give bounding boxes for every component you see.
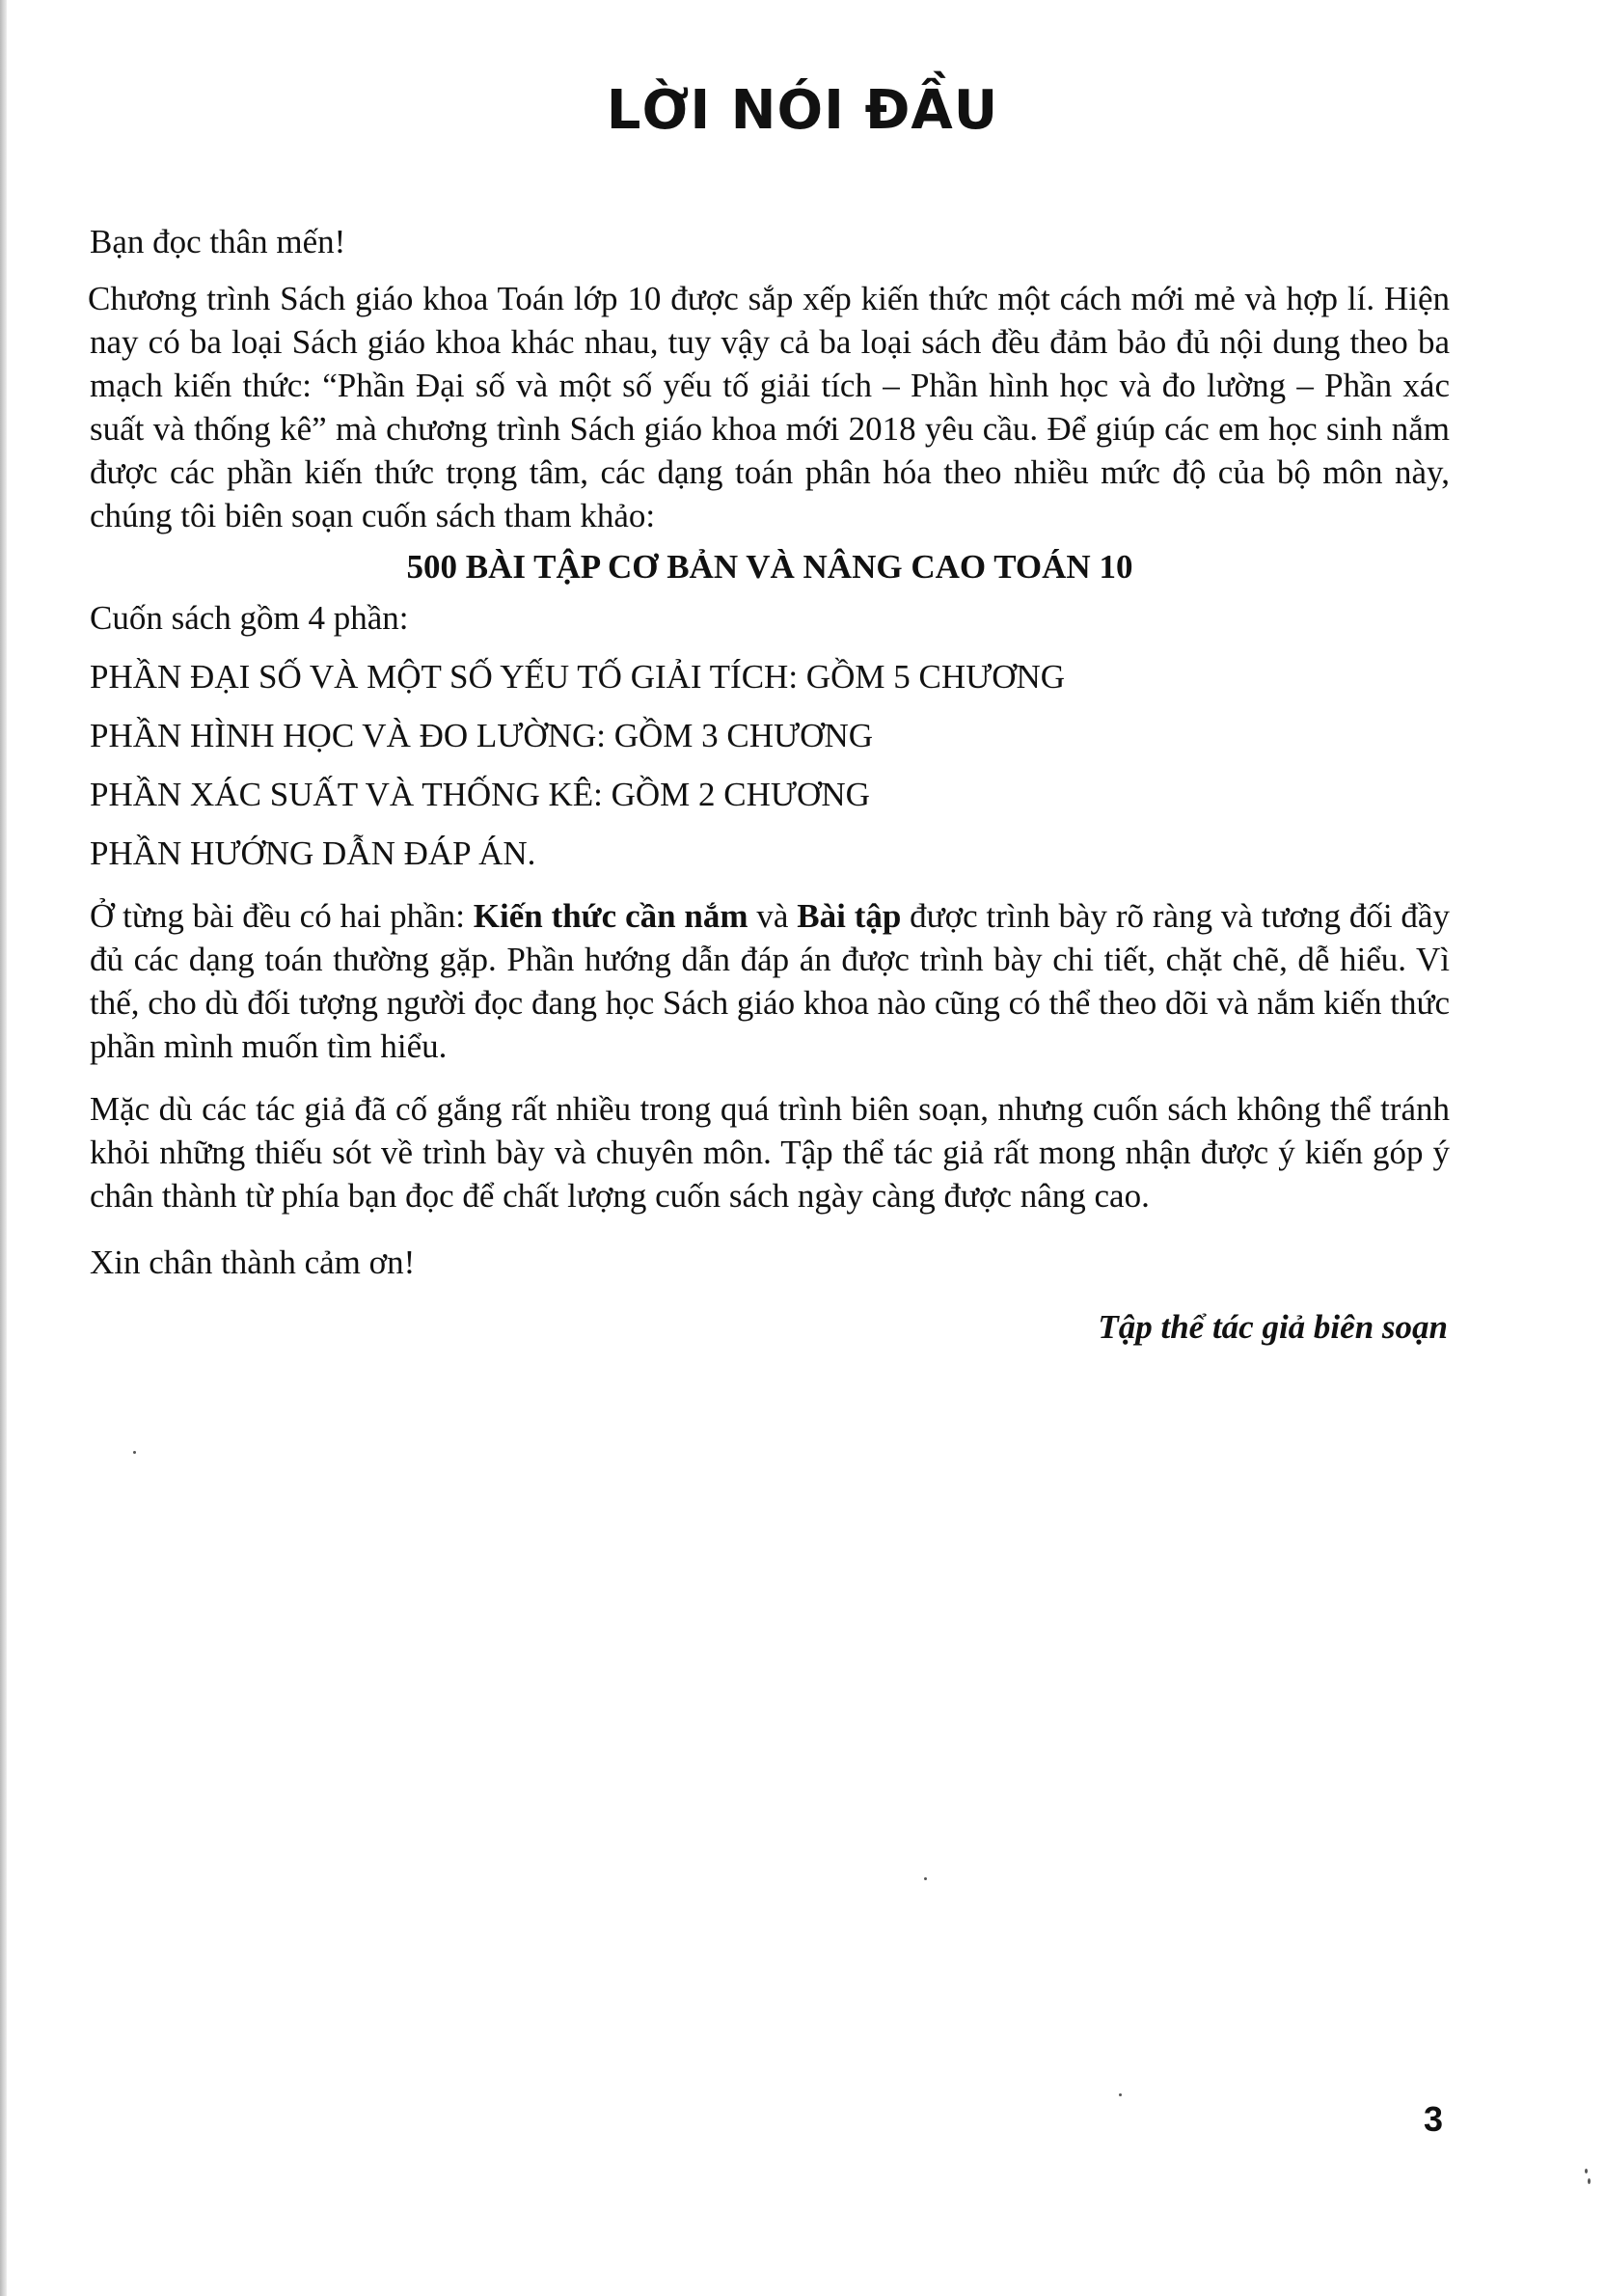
scan-speck — [1119, 2093, 1122, 2096]
structure-text-before: Ở từng bài đều có hai phần: — [90, 897, 474, 935]
scan-speck — [133, 1451, 136, 1454]
closing-paragraph: Mặc dù các tác giả đã cố gắng rất nhiều trong quá trình biên soạn, nhưng cuốn sách không thể tránh khỏi những thiếu sót về trình bày và chuyên môn. Tập thể tác giả rất mong nhận được ý kiến góp ý chân thành từ phía bạn đọc để chất lượng cuốn sách ngày càng được nâng cao. — [90, 1090, 1450, 1215]
signature: Tập thể tác giả biên soạn — [1098, 1308, 1448, 1346]
part-item: PHẦN HƯỚNG DẪN ĐÁP ÁN. — [90, 834, 536, 872]
scan-speck — [1585, 2169, 1588, 2173]
preface-body — [90, 220, 1450, 1349]
structure-text-middle: và — [748, 897, 798, 935]
intro-paragraph: Chương trình Sách giáo khoa Toán lớp 10 được sắp xếp kiến thức một cách mới mẻ và hợp lí. Hiện nay có ba loại Sách giáo khoa khác nhau, tuy vậy cả ba loại sách đều đảm bảo đủ nội dung theo ba mạch kiến thức: “Phần Đại số và một số yếu tố giải tích – Phần hình học và đo lường – Phần xác suất và thống kê” mà chương trình Sách giáo khoa mới 2018 yêu cầu. Để giúp các em học sinh nắm được các phần kiến thức trọng tâm, các dạng toán phân hóa theo nhiều mức độ của bộ môn này, chúng tôi biên soạn cuốn sách tham khảo: — [88, 280, 1450, 534]
page-edge-shadow — [0, 0, 7, 2296]
page-number: 3 — [1424, 2099, 1444, 2139]
structure-bold-knowledge: Kiến thức cần nắm — [473, 897, 748, 935]
scan-speck — [1588, 2178, 1591, 2184]
structure-bold-exercises: Bài tập — [797, 897, 902, 935]
greeting: Bạn đọc thân mến! — [90, 223, 346, 260]
book-title: 500 BÀI TẬP CƠ BẢN VÀ NÂNG CAO TOÁN 10 — [406, 548, 1133, 586]
parts-intro: Cuốn sách gồm 4 phần: — [90, 599, 409, 637]
scan-speck — [924, 1877, 927, 1880]
part-item: PHẦN ĐẠI SỐ VÀ MỘT SỐ YẾU TỐ GIẢI TÍCH: GỒM 5 CHƯƠNG — [90, 658, 1066, 696]
structure-paragraph — [90, 894, 1450, 1068]
part-item: PHẦN XÁC SUẤT VÀ THỐNG KÊ: GỒM 2 CHƯƠNG — [90, 776, 870, 813]
structure-text-after: được trình bày rõ ràng và tương đối đầy đủ các dạng toán thường gặp. Phần hướng dẫn đáp án được trình bày chi tiết, chặt chẽ, dễ hiểu. Vì thế, cho dù đối tượng người đọc đang học Sách giáo khoa nào cũng có thể theo dõi và nắm kiến thức phần mình muốn tìm hiểu. — [90, 897, 1450, 1065]
part-item: PHẦN HÌNH HỌC VÀ ĐO LƯỜNG: GỒM 3 CHƯƠNG — [90, 717, 874, 754]
page-title: LỜI NÓI ĐẦU — [606, 79, 999, 142]
thanks-line: Xin chân thành cảm ơn! — [90, 1244, 416, 1281]
